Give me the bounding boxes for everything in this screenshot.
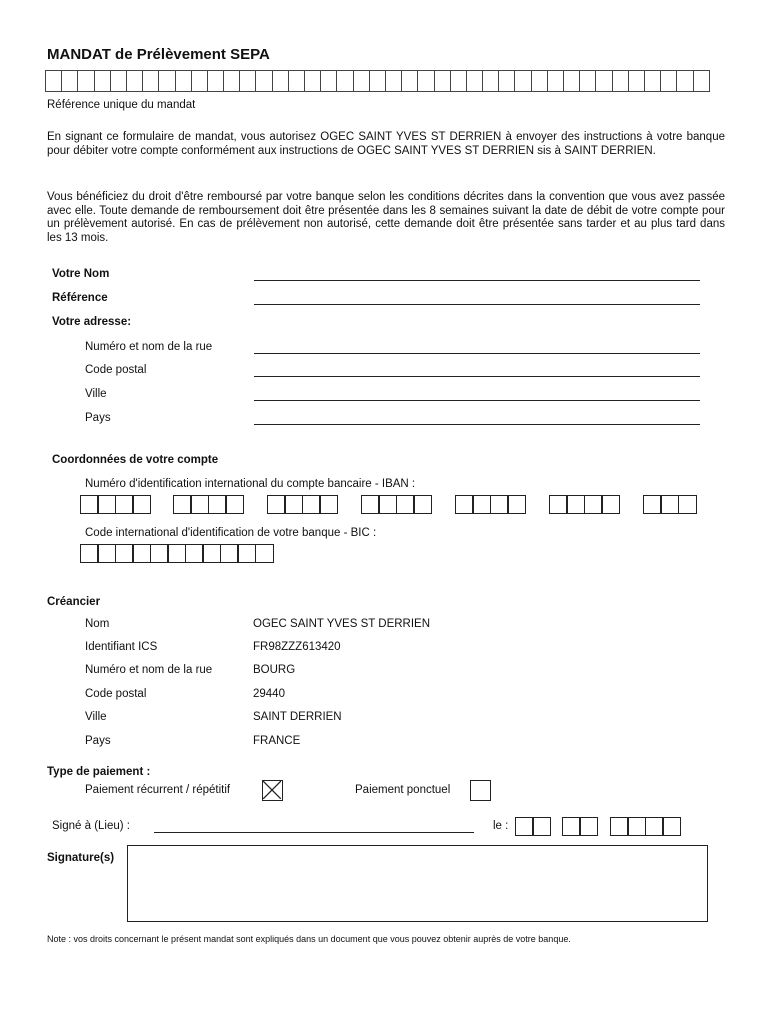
iban-cell[interactable]: [566, 495, 585, 514]
mandate-reference-grid[interactable]: [46, 70, 710, 92]
address-label: Votre adresse:: [52, 316, 132, 328]
date-cell[interactable]: [662, 817, 681, 836]
iban-box-group[interactable]: [644, 495, 697, 514]
iban-cell[interactable]: [601, 495, 620, 514]
date-box-group[interactable]: [611, 817, 681, 836]
reference-cell[interactable]: [676, 70, 693, 92]
reference-cell[interactable]: [45, 70, 62, 92]
creditor-field-value: FRANCE: [253, 735, 301, 747]
signature-label: Signature(s): [47, 852, 115, 864]
reference-cell[interactable]: [175, 70, 192, 92]
checked-x-icon: [263, 781, 281, 799]
single-payment-checkbox[interactable]: [470, 780, 491, 801]
date-cell[interactable]: [579, 817, 598, 836]
reference-cell[interactable]: [595, 70, 612, 92]
creditor-field-label: Ville: [85, 711, 107, 723]
street-field[interactable]: [254, 353, 700, 354]
reference-cell[interactable]: [223, 70, 240, 92]
reference-cell[interactable]: [417, 70, 434, 92]
street-label: Numéro et nom de la rue: [85, 341, 213, 353]
date-cell[interactable]: [627, 817, 646, 836]
creditor-field-label: Code postal: [85, 688, 147, 700]
country-label: Pays: [85, 412, 111, 424]
country-field[interactable]: [254, 424, 700, 425]
reference-cell[interactable]: [628, 70, 645, 92]
iban-cell[interactable]: [190, 495, 209, 514]
page-title: MANDAT de Prélèvement SEPA: [47, 46, 270, 63]
iban-cell[interactable]: [361, 495, 380, 514]
reference-cell[interactable]: [434, 70, 451, 92]
single-payment-label: Paiement ponctuel: [355, 784, 451, 796]
creditor-field-label: Nom: [85, 618, 110, 630]
reference-cell[interactable]: [353, 70, 370, 92]
iban-cell[interactable]: [378, 495, 397, 514]
account-heading: Coordonnées de votre compte: [52, 454, 219, 466]
iban-cell[interactable]: [507, 495, 526, 514]
city-field[interactable]: [254, 400, 700, 401]
creditor-field-value: BOURG: [253, 664, 296, 676]
reference-cell[interactable]: [61, 70, 78, 92]
reference-cell[interactable]: [239, 70, 256, 92]
reference-cell[interactable]: [191, 70, 208, 92]
reference-cell[interactable]: [563, 70, 580, 92]
iban-cell[interactable]: [490, 495, 509, 514]
reference-cell[interactable]: [385, 70, 402, 92]
reference-cell[interactable]: [272, 70, 289, 92]
iban-box-group[interactable]: [268, 495, 338, 514]
payment-type-heading: Type de paiement :: [47, 766, 151, 778]
iban-cell[interactable]: [97, 495, 116, 514]
reference-cell[interactable]: [158, 70, 175, 92]
reference-cell[interactable]: [304, 70, 321, 92]
reference-cell[interactable]: [579, 70, 596, 92]
reference-cell[interactable]: [320, 70, 337, 92]
iban-cell[interactable]: [472, 495, 491, 514]
iban-cell[interactable]: [284, 495, 303, 514]
reference-cell[interactable]: [369, 70, 386, 92]
bic-cell[interactable]: [132, 544, 151, 563]
creditor-field-value: SAINT DERRIEN: [253, 711, 342, 723]
postcode-label: Code postal: [85, 364, 147, 376]
iban-cell[interactable]: [132, 495, 151, 514]
reference-cell[interactable]: [110, 70, 127, 92]
bic-cell[interactable]: [80, 544, 99, 563]
date-cell[interactable]: [562, 817, 581, 836]
reference-cell[interactable]: [77, 70, 94, 92]
reference-cell[interactable]: [514, 70, 531, 92]
date-cell[interactable]: [515, 817, 534, 836]
signed-at-field[interactable]: [154, 832, 474, 833]
reference-cell[interactable]: [498, 70, 515, 92]
bic-cell[interactable]: [97, 544, 116, 563]
iban-box-group[interactable]: [81, 495, 151, 514]
name-label: Votre Nom: [52, 268, 110, 280]
iban-label: Numéro d'identification international du compte bancaire - IBAN :: [85, 478, 416, 490]
reference-cell[interactable]: [547, 70, 564, 92]
reference-cell[interactable]: [531, 70, 548, 92]
signature-box[interactable]: [127, 845, 708, 922]
reference-cell[interactable]: [482, 70, 499, 92]
recurring-payment-label: Paiement récurrent / répétitif: [85, 784, 231, 796]
reference-cell[interactable]: [693, 70, 710, 92]
iban-box-group[interactable]: [362, 495, 432, 514]
date-box-group[interactable]: [563, 817, 598, 836]
creditor-field-label: Pays: [85, 735, 111, 747]
reference-cell[interactable]: [336, 70, 353, 92]
date-cell[interactable]: [645, 817, 664, 836]
creditor-field-label: Identifiant ICS: [85, 641, 158, 653]
footer-note: Note : vos droits concernant le présent mandat sont expliqués dans un document que vous pouvez obtenir auprès de votre banque.: [47, 934, 571, 944]
iban-cell[interactable]: [413, 495, 432, 514]
iban-cell[interactable]: [267, 495, 286, 514]
iban-cell[interactable]: [396, 495, 415, 514]
bic-input-grid[interactable]: [81, 544, 274, 563]
reference-cell[interactable]: [450, 70, 467, 92]
refund-rights-paragraph: Vous bénéficiez du droit d'être remboursé par votre banque selon les conditions décrites dans la convention que vous avez passée avec elle. Toute demande de remboursement doit être présentée dans les 8 semaines suivant la date de débit de votre compte pour un prélèvement autorisé. En cas de prélèvement non autorisé, cette demande doit être présentée sans tarder et au plus tard dans les 13 mois.: [47, 191, 725, 244]
creditor-heading: Créancier: [47, 596, 101, 608]
reference-cell[interactable]: [255, 70, 272, 92]
reference-cell[interactable]: [466, 70, 483, 92]
iban-cell[interactable]: [225, 495, 244, 514]
creditor-field-label: Numéro et nom de la rue: [85, 664, 213, 676]
date-cell[interactable]: [610, 817, 629, 836]
reference-cell[interactable]: [612, 70, 629, 92]
bic-cell[interactable]: [255, 544, 274, 563]
city-label: Ville: [85, 388, 107, 400]
iban-cell[interactable]: [678, 495, 697, 514]
iban-box-group[interactable]: [456, 495, 526, 514]
iban-cell[interactable]: [643, 495, 662, 514]
iban-cell[interactable]: [302, 495, 321, 514]
postcode-field[interactable]: [254, 376, 700, 377]
creditor-field-value: OGEC SAINT YVES ST DERRIEN: [253, 618, 431, 630]
iban-cell[interactable]: [115, 495, 134, 514]
bic-label: Code international d'identification de votre banque - BIC :: [85, 527, 377, 539]
recurring-payment-checkbox[interactable]: [262, 780, 283, 801]
reference-cell[interactable]: [142, 70, 159, 92]
bic-cell[interactable]: [115, 544, 134, 563]
mandate-reference-caption: Référence unique du mandat: [47, 99, 196, 111]
reference-cell[interactable]: [126, 70, 143, 92]
iban-cell[interactable]: [660, 495, 679, 514]
iban-cell[interactable]: [455, 495, 474, 514]
iban-cell[interactable]: [173, 495, 192, 514]
reference-label: Référence: [52, 292, 108, 304]
name-field[interactable]: [254, 280, 700, 281]
iban-cell[interactable]: [319, 495, 338, 514]
bic-cell[interactable]: [185, 544, 204, 563]
iban-cell[interactable]: [549, 495, 568, 514]
reference-cell[interactable]: [288, 70, 305, 92]
bic-cell[interactable]: [150, 544, 169, 563]
bic-cell[interactable]: [220, 544, 239, 563]
date-box-group[interactable]: [516, 817, 551, 836]
date-label: le :: [493, 820, 509, 832]
iban-box-group[interactable]: [174, 495, 244, 514]
iban-cell[interactable]: [80, 495, 99, 514]
reference-cell[interactable]: [644, 70, 661, 92]
bic-cell[interactable]: [237, 544, 256, 563]
reference-cell[interactable]: [401, 70, 418, 92]
reference-field[interactable]: [254, 304, 700, 305]
iban-cell[interactable]: [584, 495, 603, 514]
bic-cell[interactable]: [202, 544, 221, 563]
iban-cell[interactable]: [208, 495, 227, 514]
signed-at-label: Signé à (Lieu) :: [52, 820, 130, 832]
bic-cell[interactable]: [167, 544, 186, 563]
creditor-field-value: 29440: [253, 688, 285, 700]
authorization-paragraph: En signant ce formulaire de mandat, vous autorisez OGEC SAINT YVES ST DERRIEN à envoyer des instructions à votre banque pour débiter votre compte conformément aux instructions de OGEC SAINT YVES ST DERRIEN sis à SAINT DERRIEN.: [47, 131, 725, 157]
reference-cell[interactable]: [207, 70, 224, 92]
creditor-field-value: FR98ZZZ613420: [253, 641, 341, 653]
reference-cell[interactable]: [660, 70, 677, 92]
iban-box-group[interactable]: [550, 495, 620, 514]
reference-cell[interactable]: [94, 70, 111, 92]
date-cell[interactable]: [532, 817, 551, 836]
